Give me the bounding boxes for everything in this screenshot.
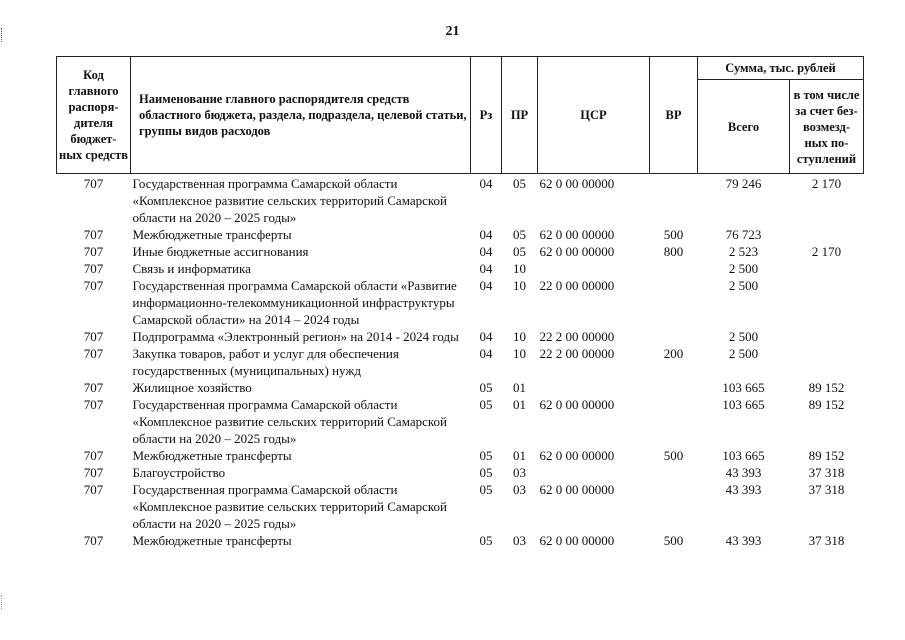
- header-csr: ЦСР: [538, 57, 650, 174]
- page-number: 21: [445, 24, 460, 39]
- cell-code: 707: [83, 397, 104, 412]
- table-row: [57, 174, 864, 227]
- cell-rz: 04: [479, 346, 493, 361]
- cell-code: 707: [83, 448, 104, 463]
- cell-code: 707: [83, 176, 104, 191]
- cell-vr: 500: [663, 227, 684, 242]
- cell-rz: 04: [479, 244, 493, 259]
- cell-pr: 03: [513, 465, 526, 480]
- cell-total: 43 393: [725, 465, 762, 480]
- header-name: Наименование главного распорядителя средств областного бюджета, раздела, подраздела, целевой статьи, группы видов расходов: [131, 57, 471, 174]
- budget-table: [56, 56, 864, 549]
- cell-name: Государственная программа Самарской области «Комплексное развитие сельских территорий Самарской области на 2020 – 2025 годы»: [132, 176, 447, 225]
- scan-edge-mark: [1, 595, 4, 609]
- header-vr: ВР: [650, 57, 698, 174]
- cell-csr: 62 0 00 00000: [539, 227, 615, 242]
- cell-rz: 04: [479, 261, 493, 276]
- cell-rz: 05: [479, 380, 493, 395]
- cell-vr: [650, 464, 698, 481]
- cell-total: 2 500: [728, 346, 759, 361]
- cell-gratuit: 37 318: [808, 533, 845, 548]
- cell-vr: 500: [663, 448, 684, 463]
- cell-code: 707: [83, 244, 104, 259]
- cell-vr: [650, 396, 698, 447]
- cell-rz: 04: [479, 278, 493, 293]
- cell-pr: 01: [513, 380, 526, 395]
- cell-rz: 05: [479, 482, 493, 497]
- table-row: [57, 481, 864, 532]
- cell-csr: 22 2 00 00000: [539, 346, 615, 361]
- header-code: Код главного распоря-дителя бюджет-ных средств: [57, 57, 131, 174]
- table-row: [57, 243, 864, 260]
- cell-rz: 05: [479, 465, 493, 480]
- cell-gratuit: 89 152: [808, 448, 845, 463]
- cell-code: 707: [83, 329, 104, 344]
- header-rz: Рз: [471, 57, 502, 174]
- cell-code: 707: [83, 278, 104, 293]
- cell-gratuit: [790, 277, 864, 328]
- table-row: [57, 226, 864, 243]
- cell-gratuit: 89 152: [808, 380, 845, 395]
- cell-pr: 05: [513, 244, 526, 259]
- cell-pr: 05: [513, 176, 526, 191]
- cell-csr: 62 0 00 00000: [539, 176, 615, 191]
- cell-vr: [650, 481, 698, 532]
- cell-pr: 10: [513, 346, 526, 361]
- cell-vr: [650, 379, 698, 396]
- cell-total: 2 500: [728, 261, 759, 276]
- cell-pr: 10: [513, 278, 526, 293]
- cell-name: Межбюджетные трансферты: [132, 533, 292, 548]
- cell-rz: 05: [479, 533, 493, 548]
- table-row: [57, 345, 864, 379]
- header-sum: Сумма, тыс. рублей: [698, 57, 864, 80]
- cell-csr: 22 2 00 00000: [539, 329, 615, 344]
- cell-total: 43 393: [725, 533, 762, 548]
- cell-vr: 800: [663, 244, 684, 259]
- cell-csr: 62 0 00 00000: [539, 482, 615, 497]
- cell-code: 707: [83, 465, 104, 480]
- cell-gratuit: 89 152: [808, 397, 845, 412]
- cell-code: 707: [83, 482, 104, 497]
- cell-gratuit: 2 170: [811, 176, 842, 191]
- cell-name: Государственная программа Самарской области «Комплексное развитие сельских территорий Самарской области на 2020 – 2025 годы»: [132, 482, 447, 531]
- table-row: [57, 447, 864, 464]
- cell-pr: 01: [513, 448, 526, 463]
- cell-total: 2 500: [728, 278, 759, 293]
- cell-gratuit: [790, 260, 864, 277]
- cell-vr: [650, 260, 698, 277]
- cell-csr: [538, 379, 650, 396]
- cell-code: 707: [83, 227, 104, 242]
- cell-csr: 62 0 00 00000: [539, 244, 615, 259]
- cell-name: Государственная программа Самарской области «Развитие информационно-телекоммуникационной инфраструктуры Самарской области» на 2014 – 2024 годы: [132, 278, 457, 327]
- table-row: [57, 260, 864, 277]
- cell-gratuit: [790, 226, 864, 243]
- cell-csr: [538, 260, 650, 277]
- cell-gratuit: [790, 345, 864, 379]
- cell-total: 76 723: [725, 227, 762, 242]
- cell-pr: 03: [513, 533, 526, 548]
- cell-vr: [650, 328, 698, 345]
- cell-total: 103 665: [722, 397, 765, 412]
- cell-pr: 03: [513, 482, 526, 497]
- cell-vr: [650, 174, 698, 227]
- cell-pr: 05: [513, 227, 526, 242]
- cell-gratuit: 37 318: [808, 465, 845, 480]
- cell-csr: 62 0 00 00000: [539, 448, 615, 463]
- cell-rz: 04: [479, 227, 493, 242]
- cell-pr: 10: [513, 329, 526, 344]
- cell-name: Благоустройство: [132, 465, 226, 480]
- cell-rz: 04: [479, 176, 493, 191]
- cell-total: 79 246: [725, 176, 762, 191]
- table-row: [57, 277, 864, 328]
- table-body: [57, 174, 864, 550]
- cell-gratuit: 2 170: [811, 244, 842, 259]
- cell-vr: 200: [663, 346, 684, 361]
- cell-total: 103 665: [722, 448, 765, 463]
- table-header: [57, 57, 864, 174]
- cell-vr: 500: [663, 533, 684, 548]
- table-row: [57, 396, 864, 447]
- cell-code: 707: [83, 261, 104, 276]
- table-row: [57, 464, 864, 481]
- cell-pr: 10: [513, 261, 526, 276]
- cell-csr: 62 0 00 00000: [539, 533, 615, 548]
- cell-csr: [538, 464, 650, 481]
- cell-rz: 05: [479, 397, 493, 412]
- header-total: Всего: [698, 80, 790, 174]
- cell-name: Подпрограмма «Электронный регион» на 2014 - 2024 годы: [132, 329, 459, 344]
- cell-rz: 04: [479, 329, 493, 344]
- cell-csr: 62 0 00 00000: [539, 397, 615, 412]
- table-row: [57, 379, 864, 396]
- cell-name: Иные бюджетные ассигнования: [132, 244, 309, 259]
- cell-name: Закупка товаров, работ и услуг для обеспечения государственных (муниципальных) нужд: [132, 346, 399, 378]
- cell-name: Жилищное хозяйство: [132, 380, 252, 395]
- cell-total: 2 500: [728, 329, 759, 344]
- cell-csr: 22 0 00 00000: [539, 278, 615, 293]
- table-row: [57, 328, 864, 345]
- cell-code: 707: [83, 533, 104, 548]
- cell-name: Межбюджетные трансферты: [132, 227, 292, 242]
- cell-code: 707: [83, 380, 104, 395]
- cell-rz: 05: [479, 448, 493, 463]
- cell-total: 103 665: [722, 380, 765, 395]
- cell-gratuit: 37 318: [808, 482, 845, 497]
- cell-name: Связь и информатика: [132, 261, 251, 276]
- table-row: [57, 532, 864, 549]
- cell-gratuit: [790, 328, 864, 345]
- header-pr: ПР: [502, 57, 538, 174]
- cell-pr: 01: [513, 397, 526, 412]
- header-gratuit: в том числе за счет без-возмезд-ных по-ступлений: [790, 80, 864, 174]
- cell-name: Государственная программа Самарской области «Комплексное развитие сельских территорий Самарской области на 2020 – 2025 годы»: [132, 397, 447, 446]
- cell-name: Межбюджетные трансферты: [132, 448, 292, 463]
- cell-total: 2 523: [728, 244, 759, 259]
- cell-total: 43 393: [725, 482, 762, 497]
- cell-code: 707: [83, 346, 104, 361]
- cell-vr: [650, 277, 698, 328]
